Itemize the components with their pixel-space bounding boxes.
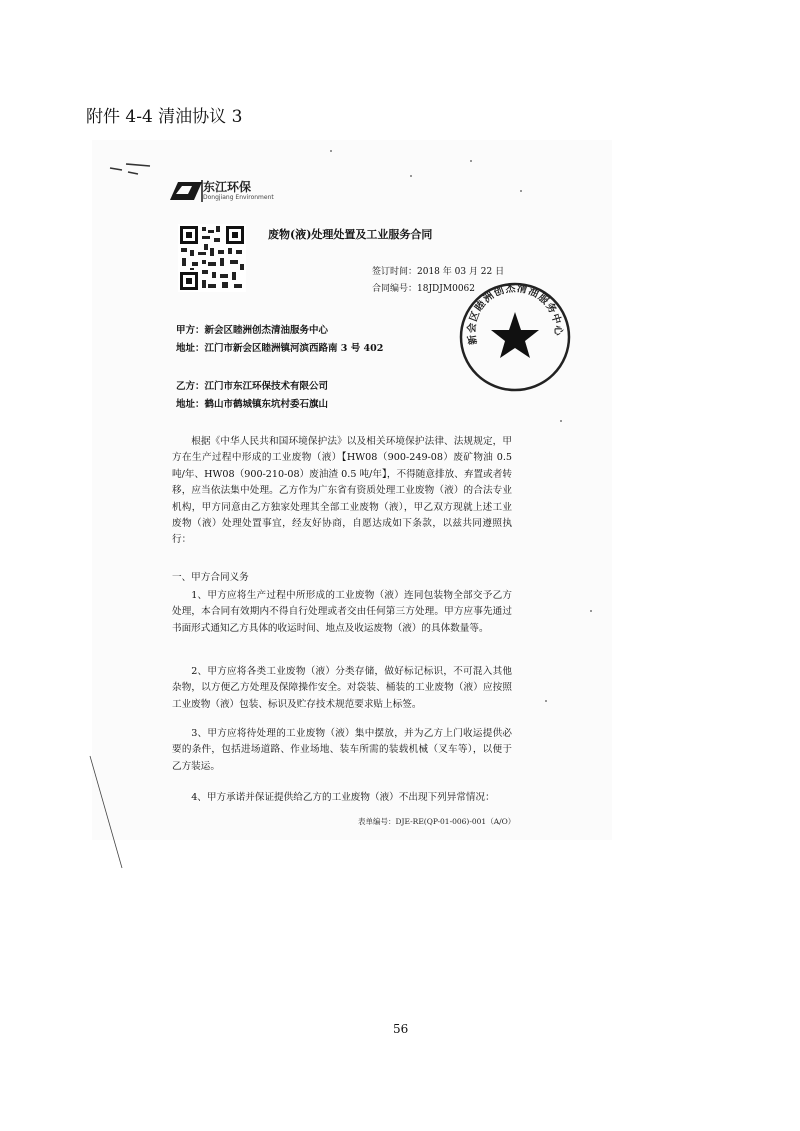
attachment-title: 附件 4-4 清油协议 3 (86, 107, 243, 127)
scan-noise-speck (560, 420, 562, 422)
form-code-footer: 表单编号：DJE-RE(QP-01-006)-001（A/O） (358, 817, 516, 826)
party-a-name: 甲方：新会区睦洲创杰清油服务中心 (176, 325, 329, 336)
logo-subtitle-text: Dongjiang Environment (203, 194, 274, 201)
contract-title: 废物(液)处理处置及工业服务合同 (268, 228, 433, 241)
scan-noise-speck (520, 190, 522, 192)
qr-code-icon (178, 224, 246, 292)
company-seal-stamp (455, 278, 575, 396)
scan-noise-speck (410, 175, 412, 177)
handwritten-dash-mark (108, 160, 152, 178)
clause-2: 2、甲方应将各类工业废物（液）分类存储，做好标记标识，不可混入其他杂物，以方便乙方处理及保障操作安全。对袋装、桶装的工业废物（液）应按照工业废物（液）包装、标识及贮存技术规范要求贴上标签。 (172, 666, 512, 710)
clause-4: 4、甲方承诺并保证提供给乙方的工业废物（液）不出现下列异常情况： (191, 792, 495, 803)
scan-noise-speck (545, 700, 547, 702)
clause-3: 3、甲方应将待处理的工业废物（液）集中摆放，并为乙方上门收运提供必要的条件，包括进场道路、作业场地、装车所需的装载机械（叉车等），以便于乙方装运。 (172, 728, 512, 772)
preamble-paragraph: 根据《中华人民共和国环境保护法》以及相关环境保护法律、法规规定，甲方在生产过程中形成的工业废物（液）【HW08（900-249-08）废矿物油 0.5 吨/年、HW08（900-210-08）废油渣 0.5 吨/年】，不得随意排放、弃置或者转移，应当依法集中处理。乙方作为广东省有资质处理工业废物（液）的合法专业机构，甲方同意由乙方独家处理其全部工业废物（液），甲乙双方现就上述工业废物（液）处理处置事宜，经友好协商，自愿达成如下条款，以兹共同遵照执行： (172, 436, 512, 546)
svg-text:新会区睦洲创杰清油服务中心: 新会区睦洲创杰清油服务中心 (466, 283, 564, 346)
logo-brand-text: 东江环保 (203, 180, 252, 194)
party-b-address: 地址：鹤山市鹤城镇东坑村委石旗山 (176, 399, 329, 410)
party-b-name: 乙方：江门市东江环保技术有限公司 (176, 381, 329, 392)
party-a-address: 地址：江门市新会区睦洲镇河滨西路南 3 号 402 (176, 343, 384, 354)
page-number: 56 (393, 1022, 409, 1036)
sign-time: 签订时间：2018 年 03 月 22 日 (372, 267, 505, 277)
scan-noise-speck (470, 160, 472, 162)
scan-noise-speck (330, 150, 332, 152)
contract-number: 合同编号：18JDJM0062 (372, 284, 476, 294)
scan-edge-line (86, 752, 126, 872)
scan-noise-speck (590, 610, 592, 612)
section-heading-party-a-obligations: 一、甲方合同义务 (172, 572, 249, 583)
clause-1: 1、甲方应将生产过程中所形成的工业废物（液）连同包装物全部交予乙方处理，本合同有效期内不得自行处理或者交由任何第三方处理。甲方应事先通过书面形式通知乙方具体的收运时间、地点及收运废物（液）的具体数量等。 (172, 590, 512, 634)
